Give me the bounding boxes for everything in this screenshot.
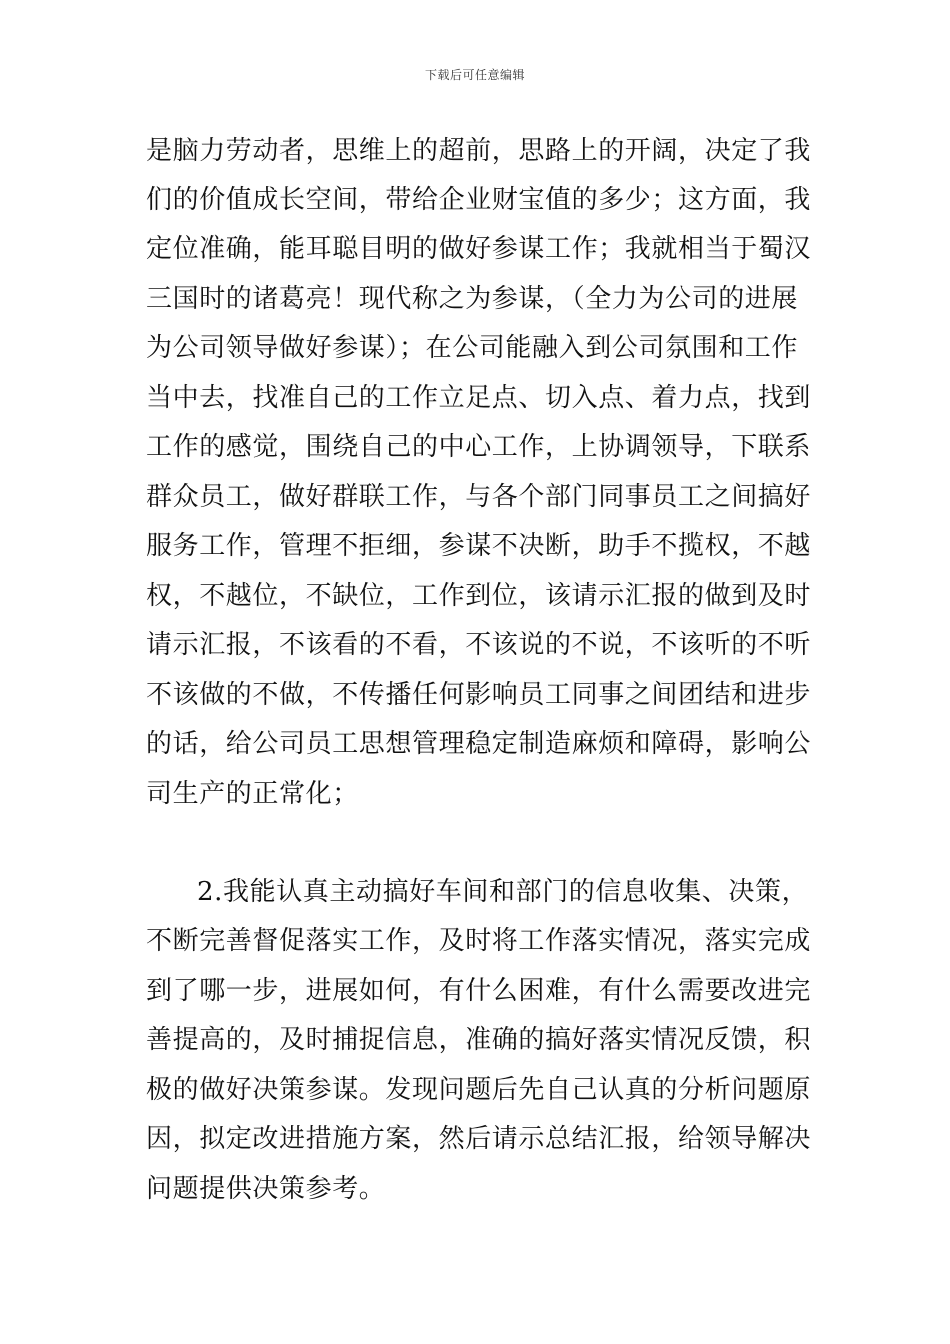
- text-line: 问题提供决策参考。: [146, 1174, 386, 1204]
- text-line: 当中去，找准自己的工作立足点、切入点、着力点，找到: [146, 383, 812, 413]
- text-line: 因，拟定改进措施方案，然后请示总结汇报，给领导解决: [146, 1124, 812, 1154]
- text-line: 不该做的不做，不传播任何影响员工同事之间团结和进步: [146, 680, 812, 710]
- text-line: 不断完善督促落实工作，及时将工作落实情况，落实完成: [146, 926, 812, 956]
- text-line: 的话，给公司员工思想管理稳定制造麻烦和障碍，影响公: [146, 729, 812, 759]
- text-line: 们的价值成长空间，带给企业财宝值的多少；这方面，我: [146, 185, 812, 215]
- text-line: 到了哪一步，进展如何，有什么困难，有什么需要改进完: [146, 976, 812, 1006]
- text-line: 善提高的，及时捕捉信息，准确的搞好落实情况反馈，积: [146, 1025, 812, 1055]
- text-line: 定位准确，能耳聪目明的做好参谋工作；我就相当于蜀汉: [146, 234, 812, 264]
- text-line: 服务工作，管理不拒细，参谋不决断，助手不揽权，不越: [146, 531, 812, 561]
- text-line: 权，不越位，不缺位，工作到位，该请示汇报的做到及时: [146, 581, 812, 611]
- text-line: 为公司领导做好参谋）；在公司能融入到公司氛围和工作: [146, 333, 799, 363]
- text-line: 三国时的诸葛亮！现代称之为参谋，（全力为公司的进展: [146, 284, 799, 314]
- text-line: 2.我能认真主动搞好车间和部门的信息收集、决策，: [197, 877, 809, 907]
- text-line: 极的做好决策参谋。发现问题后先自己认真的分析问题原: [146, 1075, 812, 1105]
- text-line: 工作的感觉，围绕自己的中心工作，上协调领导，下联系: [146, 432, 812, 462]
- text-line: 群众员工，做好群联工作，与各个部门同事员工之间搞好: [146, 482, 812, 512]
- page-header: 下载后可任意编辑: [424, 68, 525, 82]
- text-line: 请示汇报，不该看的不看，不该说的不说，不该听的不听: [146, 630, 812, 660]
- text-line: 是脑力劳动者，思维上的超前，思路上的开阔，决定了我: [146, 136, 812, 166]
- text-line: 司生产的正常化；: [146, 779, 359, 809]
